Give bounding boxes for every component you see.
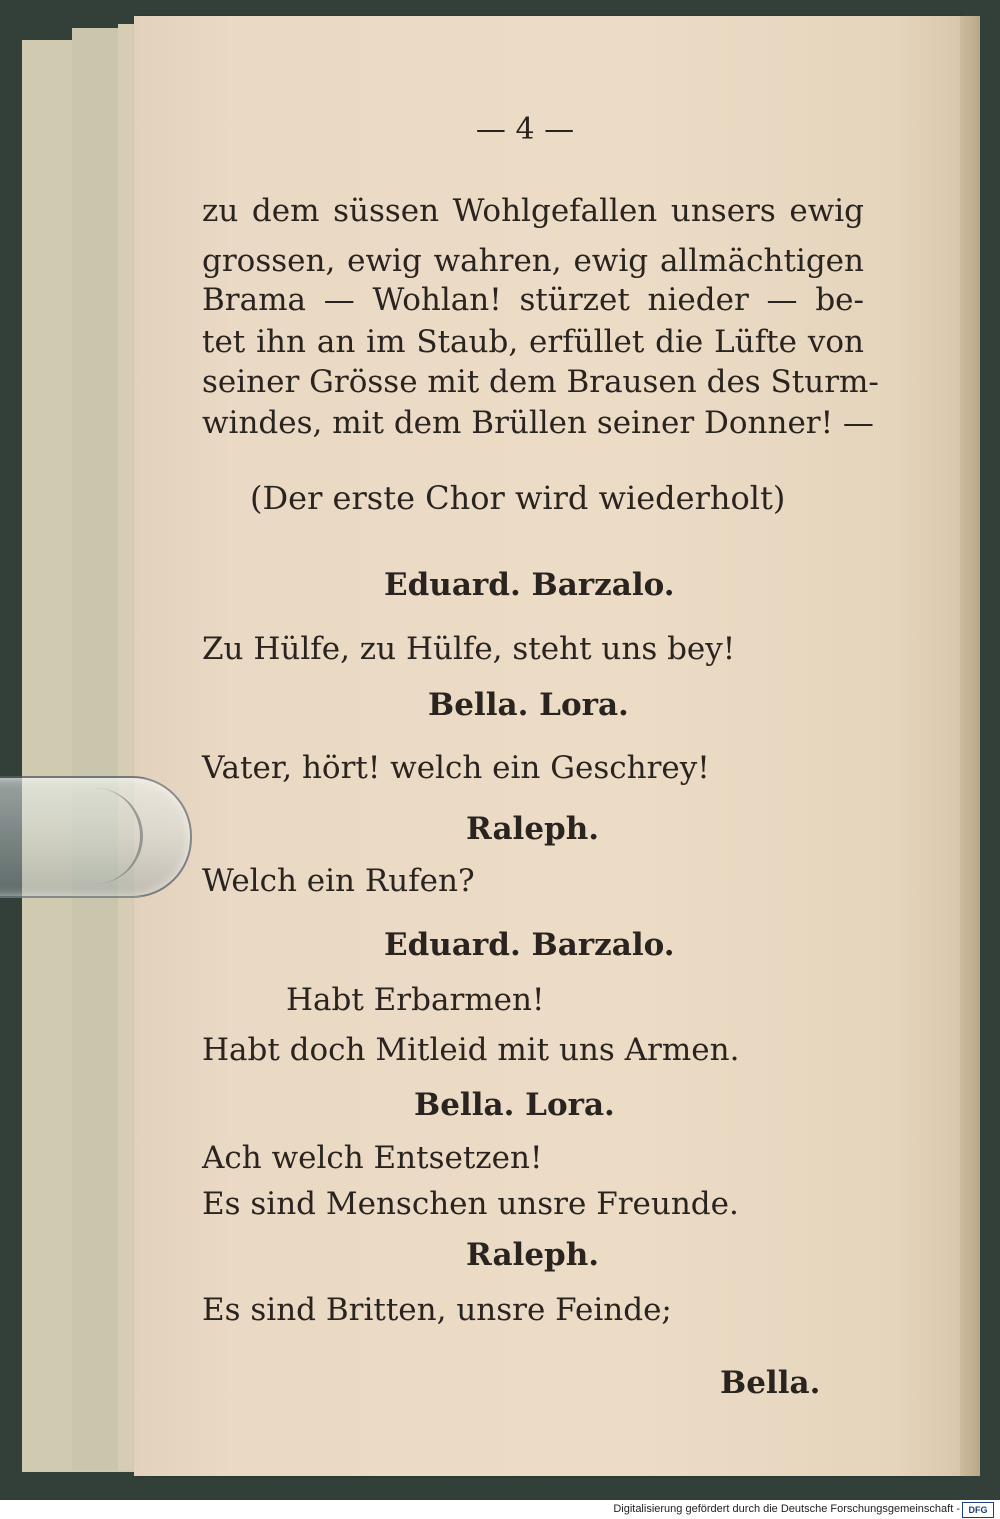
dialogue-line: Es sind Britten, unsre Feinde; [202, 1292, 672, 1328]
speaker-heading: Eduard. Barzalo. [384, 927, 675, 963]
page-number: — 4 — [475, 112, 575, 147]
footer-credit: Digitalisierung gefördert durch die Deutsche Forschungsgemeinschaft - [613, 1503, 960, 1515]
speaker-heading: Eduard. Barzalo. [384, 567, 675, 603]
dialogue-line: Habt Erbarmen! [286, 982, 545, 1018]
catchword: Bella. [720, 1365, 821, 1401]
text-line-4: tet ihn an im Staub, erfüllet die Lüfte von [202, 324, 864, 360]
text-line-5: seiner Grösse mit dem Brausen des Sturm- [202, 364, 879, 400]
speaker-heading: Raleph. [466, 811, 600, 847]
dialogue-line: Vater, hört! welch ein Geschrey! [202, 750, 710, 786]
dialogue-line: Ach welch Entsetzen! [202, 1140, 543, 1176]
dialogue-line: Welch ein Rufen? [202, 863, 475, 899]
text-line-2: grossen, ewig wahren, ewig allmächtigen [202, 243, 864, 279]
glass-clip [0, 776, 192, 898]
stage-direction: (Der erste Chor wird wiederholt) [250, 479, 786, 517]
dialogue-line: Zu Hülfe, zu Hülfe, steht uns bey! [202, 631, 736, 667]
dialogue-line: Habt doch Mitleid mit uns Armen. [202, 1032, 740, 1068]
text-line-3: Brama — Wohlan! stürzet nieder — be- [202, 282, 864, 318]
speaker-heading: Raleph. [466, 1237, 600, 1273]
dialogue-line: Es sind Menschen unsre Freunde. [202, 1186, 739, 1222]
text-line-1: zu dem süssen Wohlgefallen unsers ewig [202, 193, 864, 229]
page-edge [960, 16, 980, 1476]
dfg-logo: DFG [962, 1502, 994, 1518]
speaker-heading: Bella. Lora. [414, 1087, 615, 1123]
glass-clip-edge [62, 788, 143, 884]
footer-bar [0, 1500, 1000, 1519]
speaker-heading: Bella. Lora. [428, 687, 629, 723]
text-line-6: windes, mit dem Brüllen seiner Donner! — [202, 405, 874, 441]
